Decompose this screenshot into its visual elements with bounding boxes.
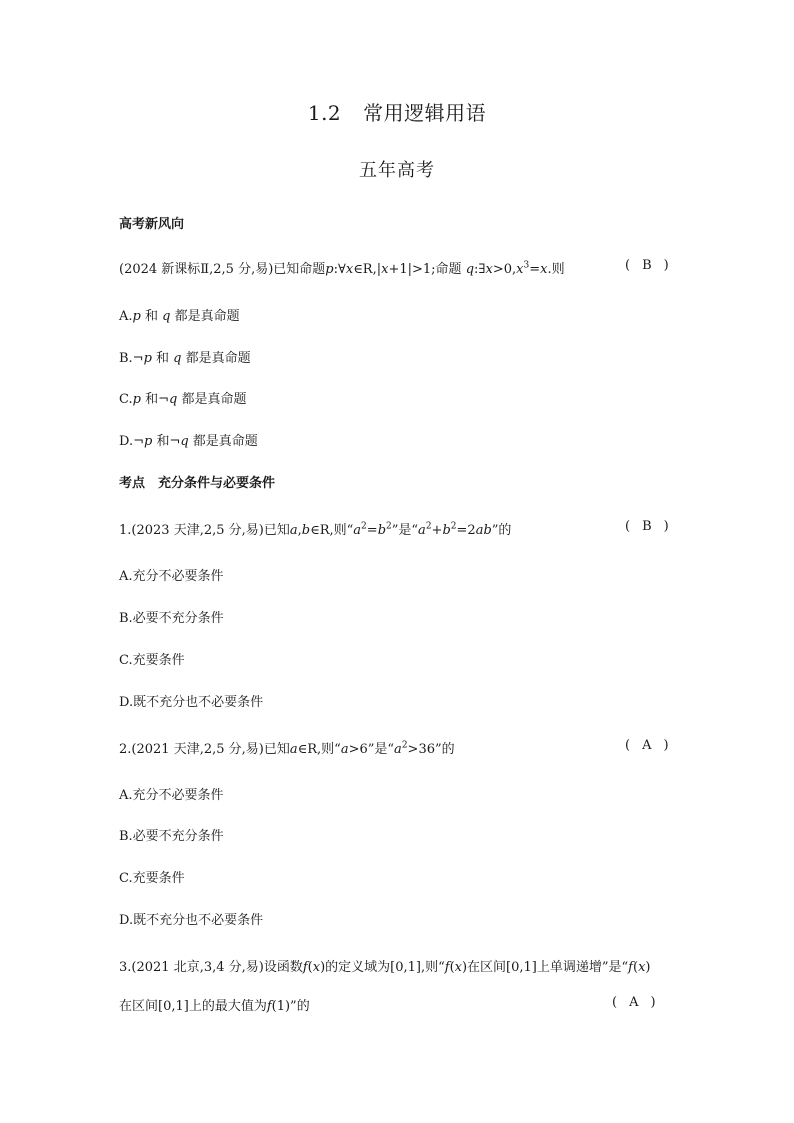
question-2-option-c: C.充要条件	[119, 871, 185, 886]
question-3-stem-line-1: 3.(2021 北京,3,4 分,易)设函数f(x)的定义域为[0,1],则“f(x)在区间[0,1]上单调递增”是“f(x)	[119, 960, 651, 975]
section-number: 1.2	[307, 101, 342, 125]
question-0-option-d: D.¬p 和¬q 都是真命题	[119, 434, 258, 449]
question-1-option-a: A.充分不必要条件	[119, 569, 224, 584]
page-subtitle: 五年高考	[359, 160, 435, 181]
question-1-option-b: B.必要不充分条件	[119, 611, 224, 626]
question-3-source: 3.(2021 北京,3,4 分,易)设函数	[119, 960, 303, 975]
question-0-stem: (2024 新课标Ⅱ,2,5 分,易)已知命题p:∀x∈R,|x+1|>1;命题 $q:\exists x>0,x^3=x$.则	[119, 260, 565, 277]
question-0-option-c: C.p 和¬q 都是真命题	[119, 392, 247, 407]
section-title: 常用逻辑用语	[363, 101, 487, 125]
answer-letter: B	[642, 519, 652, 534]
answer-letter: B	[642, 258, 652, 273]
question-1-option-c: C.充要条件	[119, 653, 185, 668]
section-heading-topic: 考点 充分条件与必要条件	[119, 476, 276, 491]
question-0-answer: ( B )	[625, 258, 669, 273]
question-1-answer: ( B )	[625, 519, 669, 534]
question-1-option-d: D.既不充分也不必要条件	[119, 695, 264, 710]
page-title	[0, 97, 794, 126]
question-1-source: 1.(2023 天津,2,5 分,易)已知	[119, 523, 290, 538]
question-2-stem: 2.(2021 天津,2,5 分,易)已知a∈R,则“a>6”是“$a^2>36$”的	[119, 740, 455, 757]
question-0-source: (2024 新课标Ⅱ,2,5 分,易)已知命题	[119, 262, 326, 277]
question-2-option-a: A.充分不必要条件	[119, 788, 224, 803]
answer-letter: A	[629, 995, 639, 1010]
question-0-tail: 则	[551, 262, 565, 277]
question-0-option-a: A.p 和 q 都是真命题	[119, 309, 240, 324]
answer-letter: A	[642, 738, 652, 753]
question-1-stem: 1.(2023 天津,2,5 分,易)已知a,b∈R,则“$a^2=b^2$”是“$a^2+b^2=2ab$”的	[119, 521, 512, 538]
question-2-source: 2.(2021 天津,2,5 分,易)已知	[119, 742, 290, 757]
question-2-option-d: D.既不充分也不必要条件	[119, 913, 264, 928]
section-heading-new-trend: 高考新风向	[119, 217, 185, 232]
question-2-option-b: B.必要不充分条件	[119, 829, 224, 844]
question-2-answer: ( A )	[625, 738, 669, 753]
question-0-option-b: B.¬p 和 q 都是真命题	[119, 351, 251, 366]
question-3-stem-line-2: 在区间[0,1]上的最大值为f(1)”的	[119, 999, 310, 1014]
question-3-answer: ( A )	[612, 995, 656, 1010]
